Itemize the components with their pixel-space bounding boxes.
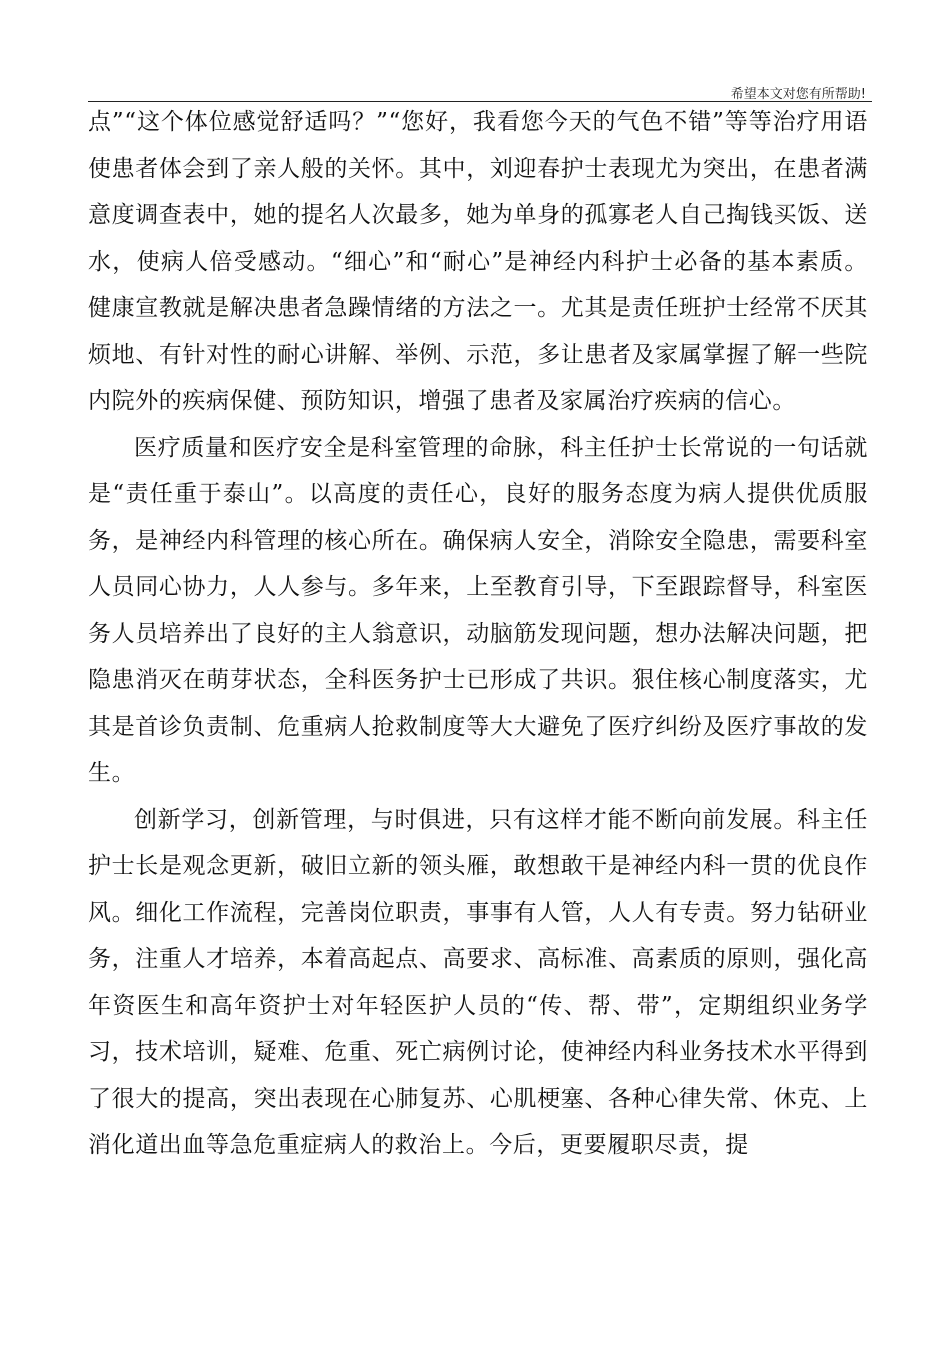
paragraph-1: 点”“这个体位感觉舒适吗？”“您好，我看您今天的气色不错”等等治疗用语使患者体会到了亲人般的关怀。其中，刘迎春护士表现尤为突出，在患者满意度调查表中，她的提名人次最多，她为单身的孤寡老人自己掏钱买饭、送水，使病人倍受感动。“细心”和“耐心”是神经内科护士必备的基本素质。健康宣教就是解决患者急躁情绪的方法之一。尤其是责任班护士经常不厌其烦地、有针对性的耐心讲解、举例、示范，多让患者及家属掌握了解一些院内院外的疾病保健、预防知识，增强了患者及家属治疗疾病的信心。 [88,109,868,414]
document-body [88,99,868,1169]
paragraph-2: 医疗质量和医疗安全是科室管理的命脉，科主任护士长常说的一句话就是“责任重于泰山”。以高度的责任心，良好的服务态度为病人提供优质服务，是神经内科管理的核心所在。确保病人安全，消除安全隐患，需要科室人员同心协力，人人参与。多年来，上至教育引导，下至跟踪督导，科室医务人员培养出了良好的主人翁意识，动脑筋发现问题，想办法解决问题，把隐患消灭在萌芽状态，全科医务护士已形成了共识。狠住核心制度落实，尤其是首诊负责制、危重病人抢救制度等大大避免了医疗纠纷及医疗事故的发生。 [88,434,868,786]
paragraph-3: 创新学习，创新管理，与时俱进，只有这样才能不断向前发展。科主任护士长是观念更新，破旧立新的领头雁，敢想敢干是神经内科一贯的优良作风。细化工作流程，完善岗位职责，事事有人管，人人有专责。努力钻研业务，注重人才培养，本着高起点、高要求、高标准、高素质的原则，强化高年资医生和高年资护士对年轻医护人员的“传、帮、带”，定期组织业务学习，技术培训，疑难、危重、死亡病例讨论，使神经内科业务技术水平得到了很大的提高，突出表现在心肺复苏、心肌梗塞、各种心律失常、休克、上消化道出血等急危重症病人的救治上。今后，更要履职尽责，提 [88,806,868,1158]
header-text: 希望本文对您有所帮助! [730,87,866,102]
